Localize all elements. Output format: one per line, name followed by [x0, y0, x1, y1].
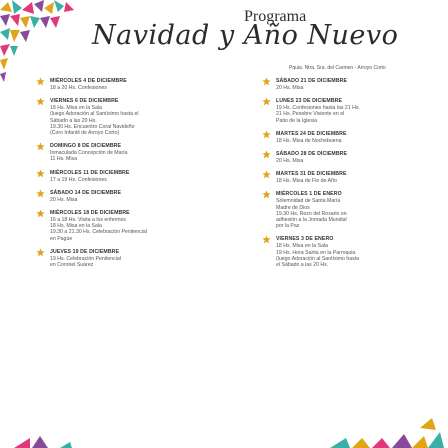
event-item: [36, 249, 206, 268]
event-date: MIÉRCOLES 11 DE DICIEMBRE: [50, 169, 130, 176]
event-date: SÁBADO 14 DE DICIEMBRE: [50, 189, 122, 196]
event-date: LUNES 23 DE DICIEMBRE: [276, 98, 343, 105]
event-detail: 19 Hs. Confesiones hasta las 21 Hs.: [276, 105, 360, 112]
event-item: [36, 78, 206, 91]
event-detail: 18 a 20 Hs. Confesiones: [50, 85, 107, 91]
star-icon: [262, 77, 271, 86]
programa-label: Programa: [244, 8, 307, 25]
event-detail: 19.30 a 21.30 Hs. Celebración Penitencial: [50, 229, 147, 236]
event-detail: en Pagüe: [50, 235, 73, 242]
event-date: MARTES 31 DE DICIEMBRE: [276, 171, 347, 178]
event-item: [262, 78, 432, 91]
star-icon: [36, 142, 45, 151]
event-detail: 18 Hs. Misa en la Sala: [50, 105, 102, 112]
star-icon: [36, 209, 45, 218]
parish-subtitle: Pquia. Ntra. Sra. del Carmen - Arroyo Corto: [289, 65, 386, 71]
event-date: JUEVES 19 DE DICIEMBRE: [50, 248, 120, 255]
event-detail: el Sábado a las 20 Hs.: [276, 262, 329, 269]
event-item: [262, 131, 432, 144]
event-detail: Solemnidad de Santa María: [276, 198, 341, 205]
event-date: MIÉRCOLES 18 DE DICIEMBRE: [50, 210, 130, 217]
event-detail: 20 Hs. Misa: [276, 158, 304, 165]
event-detail: 18 Hs. Misa de Fin de Año: [276, 178, 337, 185]
events-column-left: [36, 78, 206, 275]
program-header: [92, 6, 422, 72]
event-detail: Sábado a las 20 Hs.: [50, 117, 97, 124]
event-detail: adhesión a la Jornada Mundial: [276, 217, 347, 224]
star-icon: [36, 189, 45, 198]
star-icon: [262, 170, 271, 179]
star-icon: [36, 77, 45, 86]
event-item: [262, 171, 432, 184]
event-date: VIERNES 3 DE ENERO: [276, 236, 334, 243]
event-detail: por la Paz: [276, 223, 300, 230]
event-detail: 20 Hs. Misa: [276, 85, 304, 91]
event-item: [262, 191, 432, 229]
events-column-right: [262, 78, 432, 275]
star-icon: [262, 190, 271, 199]
event-detail: (luego Adoración al Santísimo hasta: [276, 255, 360, 262]
event-detail: 16 a 18 Hs. Visita a los enfermos: [50, 217, 127, 224]
event-date: SÁBADO 28 DE DICIEMBRE: [276, 151, 348, 158]
star-icon: [36, 97, 45, 106]
event-item: [262, 98, 432, 124]
event-date: SÁBADO 21 DE DICIEMBRE: [276, 78, 348, 84]
event-detail: (Coro Infantil de Arroyo Corto): [50, 130, 120, 137]
event-detail: 17 a 19 Hs. Confesiones: [50, 176, 107, 183]
event-detail: 19 Hs. Celebración Penitencial: [50, 255, 121, 262]
event-date: DOMINGO 8 DE DICIEMBRE: [50, 143, 122, 150]
event-item: [36, 190, 206, 203]
star-icon: [262, 97, 271, 106]
event-item: [36, 170, 206, 183]
event-item: [262, 236, 432, 268]
event-detail: 18 Hs. Misa en la Sala: [276, 243, 328, 250]
event-item: [36, 98, 206, 136]
event-item: [36, 210, 206, 242]
event-detail: Patio de la Iglesia: [276, 117, 317, 124]
event-item: [36, 143, 206, 162]
event-detail: 11 Hs. Misa: [50, 156, 78, 163]
event-detail: Madre de Dios: [276, 204, 310, 211]
event-detail: 19 Hs. Hora Santa en la Parroquia: [276, 249, 356, 256]
star-icon: [262, 130, 271, 139]
event-detail: 19.30 Hs. Encuentro Coral Navideño: [50, 123, 135, 130]
event-date: MARTES 24 DE DICIEMBRE: [276, 130, 347, 137]
bottom-triangle-decoration: [0, 408, 448, 448]
page-title: Navidad y Año Nuevo: [92, 20, 399, 51]
star-icon: [262, 235, 271, 244]
event-detail: 19.30 Hs. Rezo del Rosario en: [276, 210, 347, 217]
event-date: MIÉRCOLES 4 DE DICIEMBRE: [50, 78, 127, 84]
star-icon: [262, 150, 271, 159]
event-detail: 18 Hs. Misa de Nochebuena: [276, 137, 342, 144]
event-date: MIÉRCOLES 1 DE ENERO: [276, 191, 342, 198]
event-detail: 21 Hs. Pesebre Viviente en el: [276, 111, 345, 118]
star-icon: [36, 169, 45, 178]
event-detail: Inmaculada Concepción de María: [50, 150, 128, 157]
event-detail: en Coronel Suárez: [50, 262, 94, 269]
star-icon: [36, 248, 45, 257]
event-date: VIERNES 6 DE DICIEMBRE: [50, 98, 119, 105]
event-item: [262, 151, 432, 164]
event-detail: 18 Hs. Misa en la Sala: [50, 223, 102, 230]
event-detail: 20 Hs. Misa: [50, 196, 78, 203]
event-detail: (luego Adoración al Santísimo hasta el: [50, 111, 139, 118]
